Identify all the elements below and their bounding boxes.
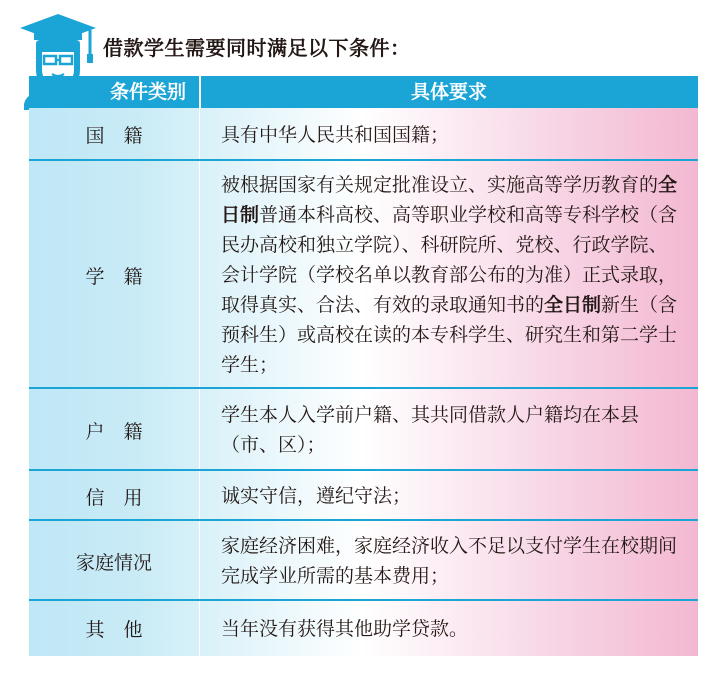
row-category: 国 籍 <box>85 125 143 147</box>
row-requirement <box>221 161 681 389</box>
requirement-emphasis: 全日制 <box>221 174 678 226</box>
table-row <box>29 471 698 521</box>
requirement-text: 诚实守信，遵纪守法； <box>221 485 412 507</box>
row-category: 户 籍 <box>85 420 143 443</box>
requirement-text-part: 普通本科高校、高等职业学校和高等专科学校（含民办高校和独立学院）、科研院所、党校、行政学院、会计学院（学校名单以教育部公布的为准）正式录取，取得真实、合法、有效的录取通知书的 <box>221 204 678 316</box>
row-requirement <box>221 601 681 656</box>
header-category: 条件类别 <box>109 81 186 103</box>
requirement-text-part: 新生（含预科生）或高校在读的本专科学生、研究生和第二学士学生； <box>221 294 678 376</box>
row-requirement <box>221 521 681 601</box>
requirement-text: 学生本人入学前户籍、其共同借款人户籍均在本县（市、区）； <box>221 404 640 456</box>
row-category: 信 用 <box>85 486 143 509</box>
conditions-table <box>29 76 698 656</box>
table-row <box>29 601 698 656</box>
table-header <box>29 76 698 108</box>
row-requirement <box>221 389 681 471</box>
row-category: 其 他 <box>85 619 143 641</box>
requirement-text: 具有中华人民共和国国籍； <box>221 123 450 146</box>
requirement-text <box>221 170 681 380</box>
requirement-emphasis: 全日制 <box>544 294 602 316</box>
row-requirement <box>221 471 681 521</box>
table-row <box>29 161 698 389</box>
row-category: 家庭情况 <box>75 551 152 574</box>
requirement-text: 当年没有获得其他助学贷款。 <box>221 617 469 640</box>
header-requirement: 具体要求 <box>410 81 487 103</box>
row-requirement <box>221 108 681 161</box>
table-row <box>29 108 698 161</box>
table-row <box>29 389 698 471</box>
page-title: 借款学生需要同时满足以下条件： <box>103 36 411 60</box>
row-category: 学 籍 <box>85 265 143 288</box>
requirement-text-part: 被根据国家有关规定批准设立、实施高等学历教育的 <box>221 174 659 196</box>
table-row <box>29 521 698 601</box>
requirement-text: 家庭经济困难，家庭经济收入不足以支付学生在校期间完成学业所需的基本费用； <box>221 535 678 587</box>
